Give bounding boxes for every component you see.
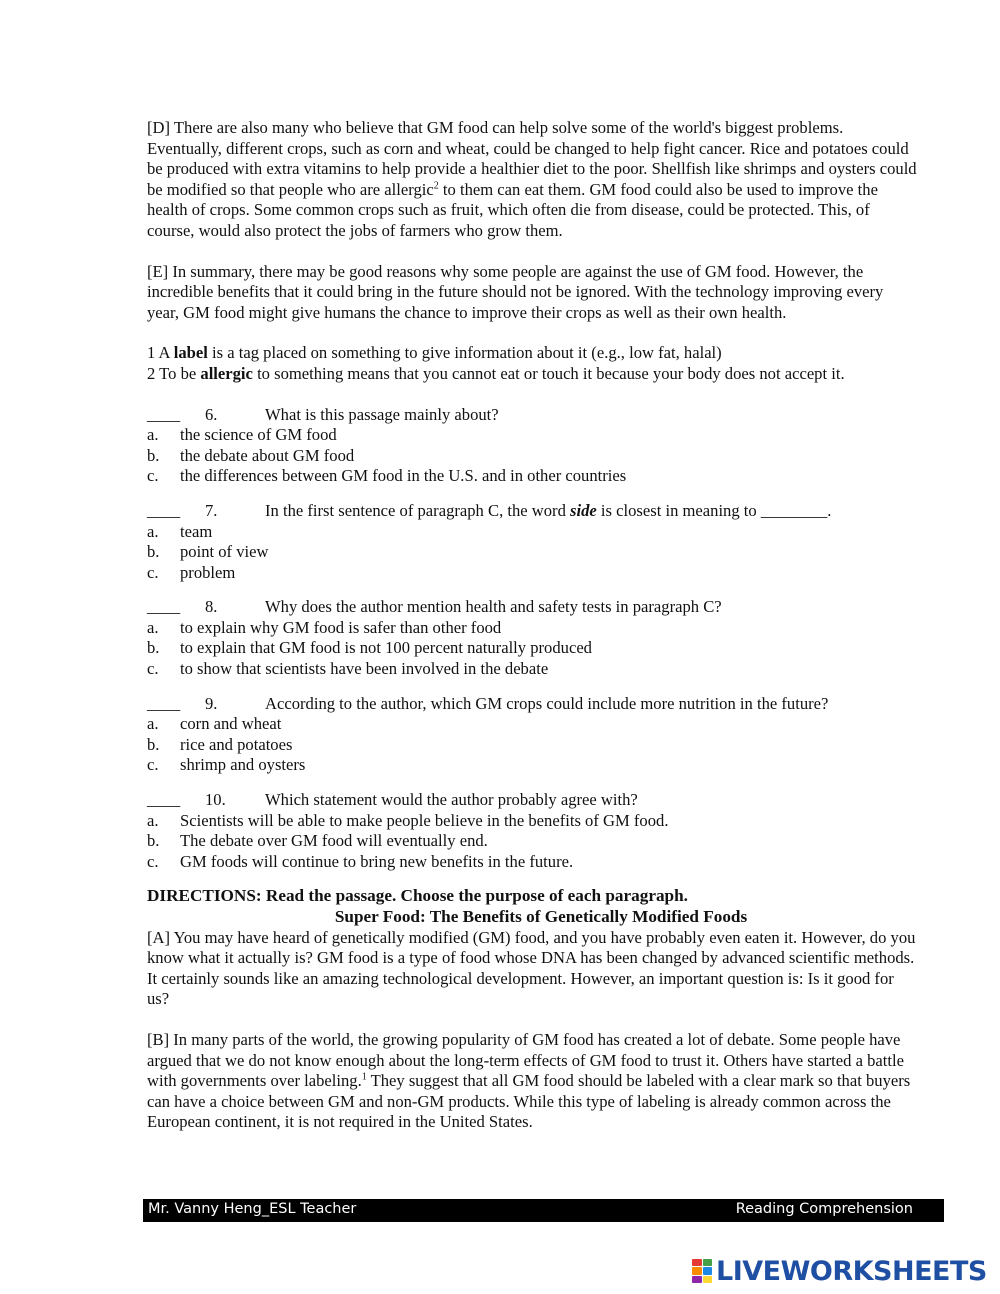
option-c: c. shrimp and oysters bbox=[147, 755, 306, 775]
option-b: b. point of view bbox=[147, 542, 269, 562]
option-b: b. the debate about GM food bbox=[147, 445, 355, 465]
liveworksheets-logo bbox=[692, 1255, 987, 1287]
answer-blank[interactable]: ____ bbox=[147, 500, 181, 520]
option-a: a. the science of GM food bbox=[147, 425, 337, 445]
paragraph-b bbox=[147, 1030, 917, 1133]
question-text: Why does the author mention health and safety tests in paragraph C? bbox=[265, 597, 722, 617]
footnote-2: 2 To be allergic to something means that you cannot eat or touch it because your body does not accept it. bbox=[147, 363, 845, 383]
page-footer bbox=[143, 1199, 944, 1222]
question-number: 7. bbox=[205, 500, 218, 520]
question-text: What is this passage mainly about? bbox=[265, 404, 499, 424]
option-b: b. to explain that GM food is not 100 percent naturally produced bbox=[147, 638, 592, 658]
option-c: c. problem bbox=[147, 562, 236, 582]
answer-blank[interactable]: ____ bbox=[147, 404, 181, 424]
option-c: c. GM foods will continue to bring new benefits in the future. bbox=[147, 851, 574, 871]
question-9 bbox=[147, 694, 917, 776]
logo-wordmark: LIVEWORKSHEETS bbox=[716, 1255, 987, 1287]
footer-subject: Reading Comprehension bbox=[735, 1201, 913, 1217]
question-10 bbox=[147, 790, 917, 872]
question-stem bbox=[147, 405, 917, 426]
option-c: c. to show that scientists have been involved in the debate bbox=[147, 659, 549, 679]
answer-blank[interactable]: ____ bbox=[147, 790, 181, 810]
directions-heading: DIRECTIONS: Read the passage. Choose the purpose of each paragraph. bbox=[147, 886, 688, 906]
question-text: Which statement would the author probably agree with? bbox=[265, 790, 638, 810]
question-stem bbox=[147, 694, 917, 715]
option-a: a. to explain why GM food is safer than other food bbox=[147, 617, 502, 637]
option-c: c. the differences between GM food in the U.S. and in other countries bbox=[147, 466, 627, 486]
question-stem bbox=[147, 501, 917, 522]
answer-blank[interactable]: ____ bbox=[147, 597, 181, 617]
question-number: 10. bbox=[205, 790, 226, 810]
emphasized-word: side bbox=[570, 500, 597, 520]
paragraph-b-text: [B] In many parts of the world, the growing popularity of GM food has created a lot of debate. Some people have argued that we do not know enough about the long-term effects of GM food to trust it. Others have started a battle with governments over labeling. bbox=[147, 1029, 904, 1091]
question-8 bbox=[147, 597, 917, 679]
option-a: a. team bbox=[147, 521, 213, 541]
footnote-term: label bbox=[173, 343, 208, 363]
paragraph-d-text: [D] There are also many who believe that GM food can help solve some of the world's biggest problems. Eventually, different crops, such as corn and wheat, could be changed to help fight cancer. Rice and potatoes could be produced with extra vitamins to help provide a healthier diet to the poor. Shellfish like shrimps and oysters could be modified so that people who are allergic bbox=[147, 118, 917, 199]
question-number: 6. bbox=[205, 404, 218, 424]
paragraph-b-text-continued: They suggest that all GM food should be labeled with a clear mark so that buyers can have a choice between GM and non-GM products. While this type of labeling is already common across the European continent, it is not required in the United States. bbox=[147, 1071, 911, 1132]
worksheet-page bbox=[147, 118, 917, 1153]
footnote-term: allergic bbox=[200, 363, 253, 383]
option-a: a. Scientists will be able to make people believe in the benefits of GM food. bbox=[147, 810, 669, 830]
footnote-ref-1: 1 bbox=[361, 1071, 367, 1083]
paragraph-a: [A] You may have heard of genetically modified (GM) food, and you have probably even eaten it. However, do you know what it actually is? GM food is a type of food whose DNA has been changed by advanced scientific methods. It certainly sounds like an amazing technological development. However, an important question is: Is it good for us? bbox=[147, 927, 916, 1009]
paragraph-d-text-continued: to them can eat them. GM food could also be used to improve the health of crops. Some common crops such as fruit, which often die from disease, could be protected. This, of course, would also protect the jobs of farmers who grow them. bbox=[147, 179, 878, 240]
question-6 bbox=[147, 405, 917, 487]
question-7 bbox=[147, 501, 917, 583]
question-text: In the first sentence of paragraph C, the word side is closest in meaning to ________. bbox=[265, 500, 832, 520]
question-text: According to the author, which GM crops could include more nutrition in the future? bbox=[265, 693, 829, 713]
option-b: b. rice and potatoes bbox=[147, 734, 293, 754]
paragraph-e: [E] In summary, there may be good reasons why some people are against the use of GM food. However, the incredible benefits that it could bring in the future should not be ignored. With the technology improving every year, GM food might give humans the chance to improve their crops as well as their own health. bbox=[147, 261, 884, 322]
option-a: a. corn and wheat bbox=[147, 714, 282, 734]
logo-icon bbox=[692, 1259, 712, 1283]
passage-title: Super Food: The Benefits of Genetically Modified Foods bbox=[334, 907, 748, 926]
footer-author: Mr. Vanny Heng_ESL Teacher bbox=[148, 1201, 357, 1217]
paragraph-d bbox=[147, 118, 917, 242]
answer-blank[interactable]: ____ bbox=[147, 693, 181, 713]
footnote-ref-2: 2 bbox=[433, 180, 439, 192]
question-number: 8. bbox=[205, 597, 218, 617]
question-number: 9. bbox=[205, 693, 218, 713]
option-b: b. The debate over GM food will eventually end. bbox=[147, 831, 488, 851]
question-stem bbox=[147, 790, 917, 811]
question-stem bbox=[147, 597, 917, 618]
footnote-1: 1 A label is a tag placed on something to give information about it (e.g., low fat, halal) bbox=[147, 343, 722, 363]
